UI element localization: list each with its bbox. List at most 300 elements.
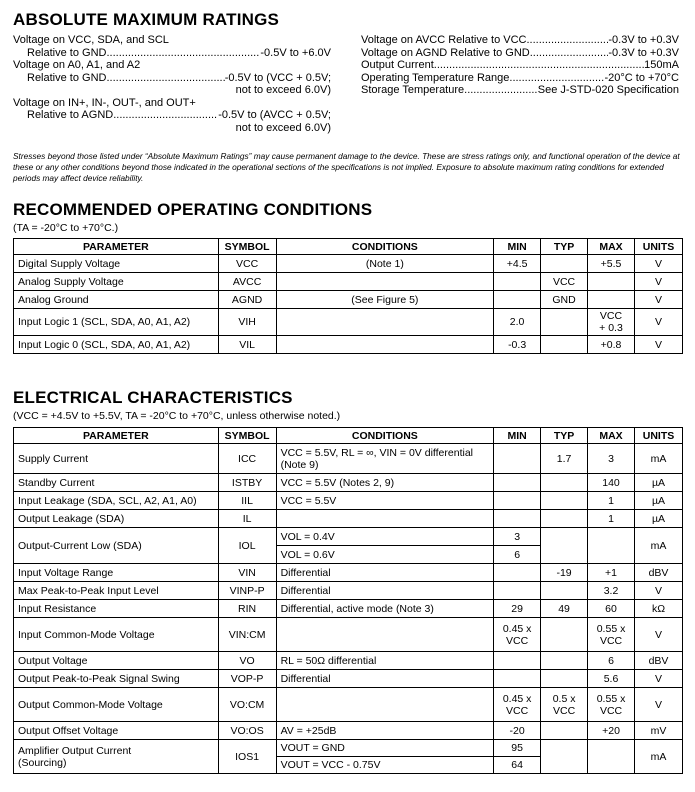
cell-line: VIN xyxy=(238,566,256,579)
cell-line: Input Logic 1 (SCL, SDA, A0, A1, A2) xyxy=(18,316,191,328)
amr-value: -0.5V to +6.0V xyxy=(260,46,331,59)
table-row xyxy=(14,564,683,582)
table-cell xyxy=(635,528,683,564)
amr-label: Relative to GND xyxy=(27,71,107,84)
cell-line: VCC xyxy=(506,634,529,647)
amr-dots xyxy=(527,34,609,47)
table-row xyxy=(14,255,683,273)
table-cell xyxy=(14,740,219,774)
table-cell xyxy=(494,291,541,309)
table-cell xyxy=(276,600,494,618)
amr-item xyxy=(13,97,331,110)
table-cell xyxy=(218,528,276,564)
table-cell xyxy=(588,618,635,652)
amr-label: Operating Temperature Range xyxy=(361,71,510,84)
cell-line: VCC = 5.5V, RL = ∞, VIN = 0V differential xyxy=(280,446,473,459)
table-cell xyxy=(541,528,588,564)
cell-line: Differential xyxy=(280,566,331,579)
table-cell xyxy=(276,652,494,670)
cell-line: Max Peak-to-Peak Input Level xyxy=(18,584,159,597)
cell-line: Digital Supply Voltage xyxy=(18,257,121,270)
table-cell xyxy=(541,688,588,722)
table-cell xyxy=(494,688,541,722)
table-cell xyxy=(588,255,635,273)
ec-subtitle: (VCC = +4.5V to +5.5V, TA = -20°C to +70°C, unless otherwise noted.) xyxy=(13,410,341,422)
table-cell xyxy=(494,600,541,618)
table-cell xyxy=(14,336,219,354)
cell-line: mA xyxy=(650,750,667,763)
cell-line: mA xyxy=(650,539,667,552)
cell-line: 0.55 x xyxy=(596,692,626,705)
table-cell xyxy=(14,600,219,618)
table-row xyxy=(14,528,683,546)
table-row xyxy=(14,474,683,492)
table-cell xyxy=(635,688,683,722)
amr-item xyxy=(13,47,331,60)
table-cell xyxy=(588,582,635,600)
table-cell xyxy=(494,444,541,474)
cell-line: mV xyxy=(650,724,667,737)
amr-item xyxy=(361,72,679,85)
cell-line: mA xyxy=(650,452,667,465)
cell-line: +4.5 xyxy=(506,257,528,270)
table-cell xyxy=(14,722,219,740)
cell-line: AVCC xyxy=(232,275,262,288)
table-cell xyxy=(635,582,683,600)
amr-item xyxy=(13,34,331,47)
amr-item xyxy=(13,109,331,122)
column-header: TYP xyxy=(541,239,588,255)
cell-line: IOS1 xyxy=(235,750,260,763)
table-cell xyxy=(494,618,541,652)
table-cell xyxy=(635,652,683,670)
column-header: SYMBOL xyxy=(218,428,276,444)
table-cell xyxy=(494,582,541,600)
table-cell xyxy=(14,688,219,722)
cell-line: VOUT = GND xyxy=(280,742,345,754)
amr-item xyxy=(13,84,331,97)
cell-line: Supply Current xyxy=(18,452,89,465)
amr-label: Relative to AGND xyxy=(27,109,114,121)
cell-line: 6 xyxy=(608,654,614,667)
amr-label: Storage Temperature xyxy=(361,84,465,96)
amr-label: Voltage on A0, A1, and A2 xyxy=(13,59,141,71)
table-cell xyxy=(541,309,588,336)
table-cell xyxy=(541,273,588,291)
table-cell xyxy=(588,688,635,722)
table-cell xyxy=(218,740,276,774)
cell-line: Input Logic 0 (SCL, SDA, A0, A1, A2) xyxy=(18,338,191,351)
table-cell xyxy=(588,336,635,354)
table-cell xyxy=(218,474,276,492)
cell-line: Standby Current xyxy=(18,476,95,489)
cell-line: V xyxy=(654,338,662,351)
cell-line: Output-Current Low (SDA) xyxy=(18,539,142,552)
table-cell xyxy=(635,510,683,528)
amr-value: 150mA xyxy=(644,59,679,71)
table-row xyxy=(14,492,683,510)
cell-line: 0.45 x xyxy=(502,622,532,635)
table-row xyxy=(14,273,683,291)
table-cell xyxy=(276,273,494,291)
table-cell xyxy=(588,492,635,510)
column-header: CONDITIONS xyxy=(276,428,494,444)
cell-line: VIL xyxy=(239,338,255,351)
table-cell xyxy=(494,564,541,582)
table-cell: 64 xyxy=(494,757,541,774)
table-cell xyxy=(635,740,683,774)
cell-line: VCC xyxy=(236,257,259,270)
table-cell xyxy=(588,740,635,774)
column-header: CONDITIONS xyxy=(276,239,494,255)
cell-line: Output Leakage (SDA) xyxy=(18,512,125,525)
column-header: UNITS xyxy=(635,428,683,444)
cell-line: V xyxy=(654,275,662,288)
table-cell xyxy=(276,688,494,722)
cell-line: IL xyxy=(242,512,252,525)
table-cell xyxy=(14,309,219,336)
table-cell xyxy=(14,474,219,492)
table-cell xyxy=(14,510,219,528)
table-cell xyxy=(541,652,588,670)
cell-line: V xyxy=(654,316,662,328)
cell-line: -20 xyxy=(509,724,525,737)
table-cell xyxy=(588,652,635,670)
table-cell xyxy=(634,255,682,273)
cell-line: µA xyxy=(651,512,666,525)
table-cell xyxy=(276,740,494,757)
cell-line: Input Leakage (SDA, SCL, A2, A1, A0) xyxy=(18,494,197,507)
cell-line: Analog Supply Voltage xyxy=(18,275,124,288)
table-cell xyxy=(541,670,588,688)
cell-line: 1 xyxy=(608,512,614,525)
amr-dots xyxy=(464,84,538,97)
amr-dots xyxy=(434,59,644,72)
cell-line: ISTBY xyxy=(231,476,263,489)
cell-line: 5.6 xyxy=(603,672,619,685)
cell-line: + 0.3 xyxy=(599,322,623,334)
table-cell xyxy=(14,492,219,510)
cell-line: V xyxy=(654,698,662,711)
cell-line: VO:OS xyxy=(230,724,264,737)
table-cell xyxy=(14,444,219,474)
cell-line: AV = +25dB xyxy=(280,724,337,737)
table-cell xyxy=(588,564,635,582)
cell-line: VIN:CM xyxy=(228,628,266,641)
table-cell xyxy=(634,273,682,291)
table-row xyxy=(14,582,683,600)
amr-dots xyxy=(113,109,218,122)
amr-value: not to exceed 6.0V) xyxy=(235,121,331,134)
cell-line: (See Figure 5) xyxy=(351,293,419,306)
table-cell xyxy=(276,510,494,528)
column-header: MAX xyxy=(588,239,635,255)
table-cell xyxy=(14,564,219,582)
cell-line: 3 xyxy=(514,530,521,543)
table-cell xyxy=(218,652,276,670)
cell-line: V xyxy=(654,293,662,306)
table-row xyxy=(14,722,683,740)
table-cell xyxy=(218,688,276,722)
cell-line: RIN xyxy=(238,602,257,615)
cell-line: 0.55 x xyxy=(596,622,626,635)
table-cell xyxy=(541,618,588,652)
table-row xyxy=(14,600,683,618)
column-header: UNITS xyxy=(634,239,682,255)
table-cell xyxy=(14,273,219,291)
table-cell xyxy=(494,309,541,336)
amr-dots xyxy=(106,47,260,60)
roc-subtitle: (TA = -20°C to +70°C.) xyxy=(13,222,119,234)
table-cell xyxy=(494,740,541,757)
table-cell xyxy=(14,582,219,600)
cell-line: ICC xyxy=(238,452,257,465)
cell-line: 60 xyxy=(605,602,617,615)
cell-line: VCC xyxy=(599,310,623,322)
amr-value: -0.3V to +0.3V xyxy=(608,46,679,59)
amr-dots xyxy=(530,47,609,60)
table-cell xyxy=(588,309,635,336)
amr-item xyxy=(361,84,679,97)
amr-title: ABSOLUTE MAXIMUM RATINGS xyxy=(13,10,280,29)
table-cell xyxy=(218,291,276,309)
table-header-row xyxy=(14,239,683,255)
table-cell xyxy=(218,492,276,510)
cell-line: 1 xyxy=(608,494,614,507)
table-cell xyxy=(494,722,541,740)
table-cell xyxy=(276,444,494,474)
column-header: TYP xyxy=(541,428,588,444)
amr-value: -0.5V to (VCC + 0.5V; xyxy=(224,71,331,84)
cell-line: VCC xyxy=(506,704,529,717)
amr-dots xyxy=(509,72,604,85)
table-cell xyxy=(276,291,494,309)
cell-line: VOP-P xyxy=(230,672,264,685)
amr-dots xyxy=(106,72,224,85)
table-cell xyxy=(218,600,276,618)
cell-line: VCC xyxy=(599,704,623,717)
amr-item xyxy=(13,59,331,72)
cell-line: +0.8 xyxy=(600,338,622,351)
table-cell xyxy=(635,618,683,652)
table-cell xyxy=(218,670,276,688)
amr-label: Output Current xyxy=(361,59,434,71)
cell-line: µA xyxy=(651,476,666,489)
cell-line: Analog Ground xyxy=(18,293,89,306)
amr-value: See J-STD-020 Specification xyxy=(537,84,679,96)
column-header: MAX xyxy=(588,428,635,444)
cell-line: VINP-P xyxy=(229,584,265,597)
cell-line: Output Common-Mode Voltage xyxy=(18,698,163,711)
ec-table xyxy=(13,427,683,774)
amr-item xyxy=(361,59,679,72)
table-cell xyxy=(494,528,541,546)
cell-line: +20 xyxy=(602,724,620,737)
cell-line: 3.2 xyxy=(603,584,619,597)
amr-label: Relative to GND xyxy=(27,46,107,59)
table-cell xyxy=(635,444,683,474)
table-row xyxy=(14,618,683,652)
cell-line: Differential, active mode (Note 3) xyxy=(280,602,434,615)
table-cell xyxy=(634,309,682,336)
cell-line: 0.5 x xyxy=(552,692,576,705)
cell-line: IIL xyxy=(241,494,253,507)
cell-line: V xyxy=(654,672,662,685)
table-cell xyxy=(276,582,494,600)
table-row xyxy=(14,688,683,722)
table-cell xyxy=(14,652,219,670)
cell-line: V xyxy=(654,584,662,597)
table-cell xyxy=(634,291,682,309)
cell-line: RL = 50Ω differential xyxy=(280,654,377,667)
table-cell xyxy=(635,722,683,740)
cell-line: +1 xyxy=(605,566,618,579)
table-cell: 6 xyxy=(494,546,541,564)
table-cell xyxy=(634,336,682,354)
table-cell xyxy=(14,670,219,688)
cell-line: Output Peak-to-Peak Signal Swing xyxy=(18,672,180,685)
cell-line: +5.5 xyxy=(600,257,622,270)
table-cell xyxy=(541,564,588,582)
table-cell xyxy=(494,492,541,510)
cell-line: AGND xyxy=(231,293,263,306)
table-cell xyxy=(494,336,541,354)
table-cell xyxy=(276,618,494,652)
cell-line: 29 xyxy=(511,602,523,615)
cell-line: Input Common-Mode Voltage xyxy=(18,628,155,641)
cell-line: VCC xyxy=(599,634,623,647)
table-row xyxy=(14,670,683,688)
cell-line: VCC = 5.5V (Notes 2, 9) xyxy=(280,476,395,489)
table-cell xyxy=(218,309,276,336)
cell-line: VO:CM xyxy=(229,698,265,711)
table-cell xyxy=(218,618,276,652)
cell-line: Output Voltage xyxy=(18,654,88,667)
table-cell xyxy=(276,474,494,492)
amr-item xyxy=(13,72,331,85)
table-cell xyxy=(541,600,588,618)
table-row xyxy=(14,740,683,757)
table-cell xyxy=(588,474,635,492)
table-cell xyxy=(588,273,635,291)
table-cell xyxy=(494,510,541,528)
cell-line: Differential xyxy=(280,672,331,685)
cell-line: 3 xyxy=(608,452,614,465)
cell-line: 0.45 x xyxy=(502,692,532,705)
table-cell xyxy=(541,492,588,510)
table-row xyxy=(14,291,683,309)
table-cell xyxy=(588,291,635,309)
table-header-row xyxy=(14,428,683,444)
table-cell xyxy=(541,740,588,774)
table-cell xyxy=(494,474,541,492)
table-cell xyxy=(218,255,276,273)
table-cell xyxy=(218,722,276,740)
table-cell xyxy=(541,291,588,309)
roc-table xyxy=(13,238,683,354)
ec-title: ELECTRICAL CHARACTERISTICS xyxy=(13,388,293,407)
column-header: PARAMETER xyxy=(14,428,219,444)
table-cell xyxy=(635,474,683,492)
cell-line: (Note 1) xyxy=(365,257,404,270)
table-cell xyxy=(14,291,219,309)
amr-label: Voltage on IN+, IN-, OUT-, and OUT+ xyxy=(13,96,196,109)
cell-line: V xyxy=(654,257,662,270)
stress-note: Stresses beyond those listed under “Absolute Maximum Ratings” may cause permanent damage to the device. These are stress ratings only, and functional operation of the device at these or any other conditions beyond those indicated in the operational sections of the specifications is not implied. Exposure to absolute maximum rating conditions for extended periods may affect device reliability. xyxy=(13,151,680,183)
table-cell xyxy=(588,670,635,688)
table-cell: VOUT = VCC - 0.75V xyxy=(276,757,494,774)
table-cell xyxy=(588,510,635,528)
table-cell xyxy=(218,510,276,528)
table-row xyxy=(14,510,683,528)
cell-line: µA xyxy=(651,494,666,507)
column-header: MIN xyxy=(494,428,541,444)
cell-line: VIH xyxy=(238,316,256,328)
table-cell xyxy=(276,564,494,582)
cell-line: -19 xyxy=(556,566,572,579)
table-cell xyxy=(276,492,494,510)
cell-line: VOL = 0.4V xyxy=(280,530,335,543)
table-cell: VOL = 0.6V xyxy=(276,546,494,564)
table-cell xyxy=(14,255,219,273)
table-cell xyxy=(588,722,635,740)
cell-line: 95 xyxy=(511,742,523,754)
table-cell xyxy=(276,722,494,740)
table-cell xyxy=(635,564,683,582)
table-cell xyxy=(276,670,494,688)
table-cell xyxy=(541,510,588,528)
cell-line: 2.0 xyxy=(509,316,525,328)
table-cell xyxy=(588,600,635,618)
cell-line: GND xyxy=(552,293,576,306)
table-cell xyxy=(276,255,494,273)
table-cell xyxy=(218,336,276,354)
table-cell xyxy=(635,600,683,618)
cell-line: (Sourcing) xyxy=(18,756,67,769)
table-cell xyxy=(276,309,494,336)
table-cell xyxy=(635,492,683,510)
cell-line: VCC xyxy=(552,704,576,717)
cell-line: Input Resistance xyxy=(18,602,97,615)
cell-line: Differential xyxy=(280,584,331,597)
amr-item xyxy=(13,122,331,135)
cell-line: V xyxy=(654,628,662,641)
cell-line: Amplifier Output Current xyxy=(18,744,132,757)
table-cell xyxy=(494,652,541,670)
table-cell xyxy=(635,670,683,688)
table-cell xyxy=(588,528,635,564)
cell-line: VO xyxy=(239,654,255,667)
amr-label: Voltage on VCC, SDA, and SCL xyxy=(13,34,169,46)
table-row xyxy=(14,652,683,670)
table-cell xyxy=(541,336,588,354)
cell-line: IOL xyxy=(238,539,256,552)
column-header: PARAMETER xyxy=(14,239,219,255)
table-cell xyxy=(218,273,276,291)
amr-right-list xyxy=(361,34,679,97)
table-row xyxy=(14,309,683,336)
table-cell xyxy=(276,528,494,546)
table-cell xyxy=(541,722,588,740)
table-cell xyxy=(494,670,541,688)
amr-label: Voltage on AVCC Relative to VCC xyxy=(361,34,527,46)
table-cell xyxy=(494,273,541,291)
table-cell xyxy=(218,582,276,600)
table-cell xyxy=(588,444,635,474)
cell-line: dBV xyxy=(648,566,669,579)
cell-line: 140 xyxy=(602,476,620,489)
cell-line: 49 xyxy=(558,602,570,615)
